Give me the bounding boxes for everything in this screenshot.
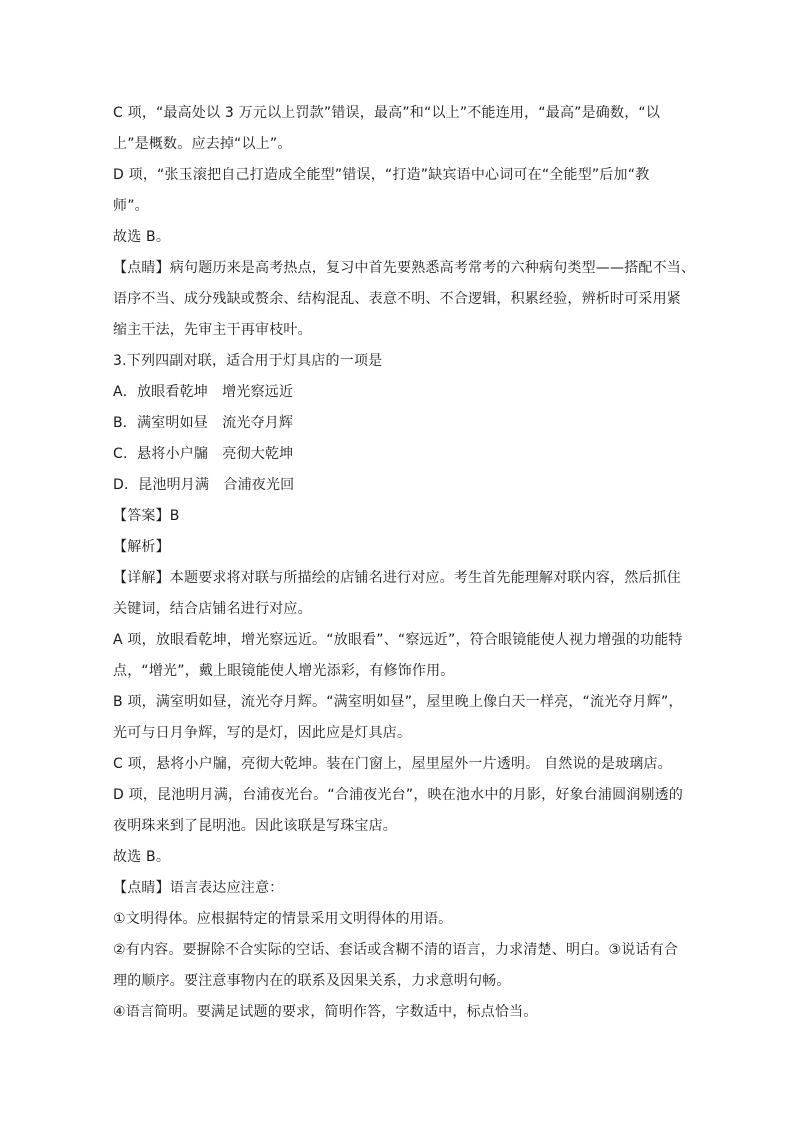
paragraph-line: 关键词，结合店铺名进行对应。 — [113, 601, 312, 617]
paragraph-line: 点，“增光”，戴上眼镜能使人增光添彩，有修饰作用。 — [113, 663, 455, 679]
detail-line: 【详解】本题要求将对联与所描绘的店铺名进行对应。考生首先能理解对联内容，然后抓住 — [113, 570, 681, 586]
tip-heading-line: 【点睛】语言表达应注意： — [113, 880, 284, 896]
option-a: A．放眼看乾坤 增光察远近 — [113, 384, 294, 400]
paragraph-line: 光可与日月争辉，写的是灯，因此应是灯具店。 — [113, 725, 412, 741]
list-item: ①文明得体。应根据特定的情景采用文明得体的用语。 — [113, 911, 453, 927]
option-d: D．昆池明月满 合浦夜光回 — [113, 477, 295, 493]
paragraph-line: C 项，悬将小户牖，亮彻大乾坤。装在门窗上，屋里屋外一片透明。 自然说的是玻璃店。 — [113, 756, 672, 772]
paragraph-line: 缩主干法，先审主干再审枝叶。 — [113, 322, 312, 338]
paragraph-line: C 项，“最高处以 3 万元以上罚款”错误，最高”和“以上”不能连用，“最高”是确数，“以 — [113, 105, 661, 121]
paragraph-line: 上”是概数。应去掉“以上”。 — [113, 136, 292, 152]
answer-line: 故选 B。 — [113, 229, 171, 245]
list-item: ②有内容。要摒除不合实际的空话、套话或含糊不清的语言，力求清楚、明白。③说话有合 — [113, 942, 679, 958]
list-item: 理的顺序。要注意事物内在的联系及因果关系，力求意明句畅。 — [113, 973, 511, 989]
list-item: ④语言简明。要满足试题的要求，简明作答，字数适中，标点恰当。 — [113, 1004, 538, 1020]
option-b: B．满室明如昼 流光夺月辉 — [113, 415, 294, 431]
paragraph-line: B 项，满室明如昼，流光夺月辉。“满室明如昼”，屋里晚上像白天一样亮，“流光夺月辉”， — [113, 694, 683, 710]
paragraph-line: 语序不当、成分残缺或赘余、结构混乱、表意不明、不合逻辑，积累经验，辨析时可采用紧 — [113, 291, 681, 307]
paragraph-line: 夜明珠来到了昆明池。因此该联是写珠宝店。 — [113, 818, 397, 834]
paragraph-line: D 项，“张玉滚把自己打造成全能型”错误，“打造”缺宾语中心词可在“全能型”后加“教 — [113, 167, 650, 183]
option-c: C．悬将小户牖 亮彻大乾坤 — [113, 446, 294, 462]
answer-line: 故选 B。 — [113, 849, 171, 865]
paragraph-line: D 项，昆池明月满，台浦夜光台。“合浦夜光台”，映在池水中的月影，好象台浦圆润剔透的 — [113, 787, 684, 803]
paragraph-line: A 项，放眼看乾坤，增光察远近。“放眼看”、“察远近”，符合眼镜能使人视力增强的功能特 — [113, 632, 683, 648]
question-stem: 3.下列四副对联，适合用于灯具店的一项是 — [113, 353, 383, 369]
paragraph-line: 师”。 — [113, 198, 149, 214]
answer-label: 【答案】B — [113, 508, 180, 524]
analysis-label: 【解析】 — [113, 539, 170, 555]
document-body — [113, 98, 695, 1028]
tip-heading-line: 【点睛】病句题历来是高考热点，复习中首先要熟悉高考常考的六种病句类型——搭配不当、 — [113, 260, 696, 276]
